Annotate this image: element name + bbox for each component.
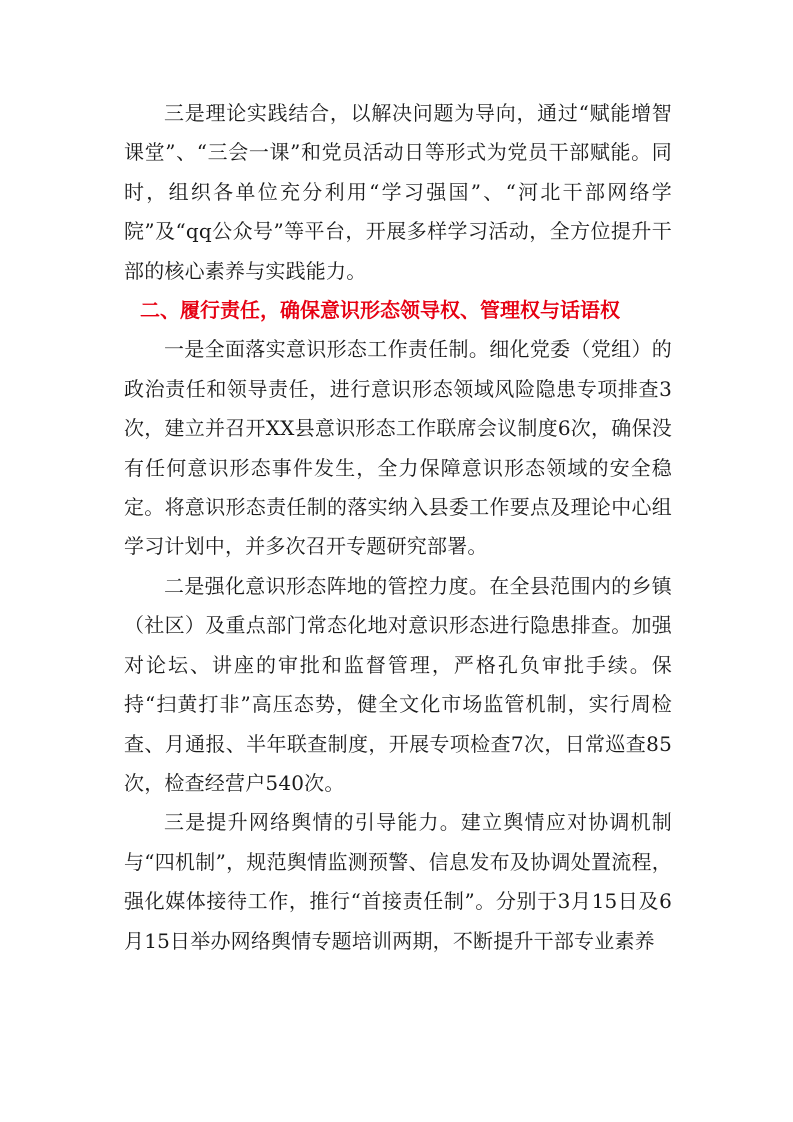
paragraph-theory-practice: [124, 94, 672, 291]
paragraph-text: 强化意识形态阵地的管控力度。在全县范围内的乡镇（社区）及重点部门常态化地对意识形态进行隐患排查。加强对论坛、讲座的审批和监督管理，严格孔负审批手续。保持“扫黄打非”高压态势，健全文化市场监管机制，实行周检查、月通报、半年联查制度，开展专项检查7次，日常巡查85次，检查经营户540次。: [124, 573, 672, 795]
paragraph-text: 全面落实意识形态工作责任制。细化党委（党组）的政治责任和领导责任，进行意识形态领域风险隐患专项排查3次，建立并召开XX县意识形态工作联席会议制度6次，确保没有任何意识形态事件发生，全力保障意识形态领域的安全稳定。将意识形态责任制的落实纳入县委工作要点及理论中心组学习计划中，并多次召开专题研究部署。: [124, 337, 672, 559]
paragraph-public-opinion: [124, 803, 672, 961]
document-page: [124, 94, 672, 961]
paragraph-lead: 三是: [164, 101, 206, 125]
paragraph-text: 理论实践结合，以解决问题为导向，通过“赋能增智课堂”、“三会一课”和党员活动日等形式为党员干部赋能。同时，组织各单位充分利用“学习强国”、“河北干部网络学院”及“qq公众号”等平台，开展多样学习活动，全方位提升干部的核心素养与实践能力。: [124, 101, 672, 283]
paragraph-responsibility-system: [124, 330, 672, 566]
paragraph-text: 提升网络舆情的引导能力。建立舆情应对协调机制与“四机制”，规范舆情监测预警、信息发布及协调处置流程，强化媒体接待工作，推行“首接责任制”。分别于3月15日及6月15日举办网络舆情专题培训两期，不断提升干部专业素养: [124, 810, 672, 953]
paragraph-lead: 三是: [164, 810, 207, 835]
section-heading: 二、履行责任，确保意识形态领导权、管理权与话语权: [140, 298, 620, 323]
paragraph-lead: 二是: [164, 573, 205, 598]
paragraph-lead: 一是: [164, 337, 205, 362]
paragraph-position-control: [124, 567, 672, 803]
